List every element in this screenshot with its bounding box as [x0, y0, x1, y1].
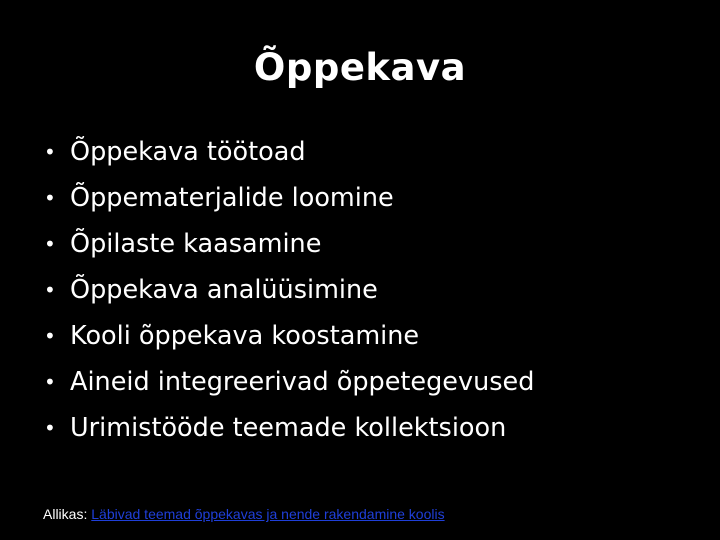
bullet-item — [44, 313, 534, 359]
bullet-text: Õpilaste kaasamine — [70, 229, 322, 259]
bullet-text: Õppekava analüüsimine — [70, 275, 378, 305]
bullet-item — [44, 129, 534, 175]
bullet-text: Kooli õppekava koostamine — [70, 321, 420, 351]
bullet-icon: • — [44, 232, 56, 256]
bullet-icon: • — [44, 278, 56, 302]
bullet-icon: • — [44, 186, 56, 210]
bullet-text: Õppekava töötoad — [70, 137, 306, 167]
bullet-item — [44, 267, 534, 313]
bullet-text: Õppematerjalide loomine — [70, 183, 394, 213]
bullet-list — [44, 129, 534, 451]
slide-title: Õppekava — [253, 46, 467, 89]
bullet-icon: • — [44, 370, 56, 394]
bullet-item — [44, 175, 534, 221]
bullet-text: Urimistööde teemade kollektsioon — [70, 413, 507, 443]
bullet-item — [44, 221, 534, 267]
bullet-icon: • — [44, 140, 56, 164]
bullet-text: Aineid integreerivad õppetegevused — [70, 367, 535, 397]
source-link[interactable]: Läbivad teemad õppekavas ja nende rakendamine koolis — [91, 506, 445, 522]
source-citation — [43, 504, 445, 524]
bullet-item — [44, 405, 534, 451]
bullet-icon: • — [44, 416, 56, 440]
bullet-icon: • — [44, 324, 56, 348]
source-label: Allikas: — [43, 506, 88, 522]
bullet-item — [44, 359, 534, 405]
